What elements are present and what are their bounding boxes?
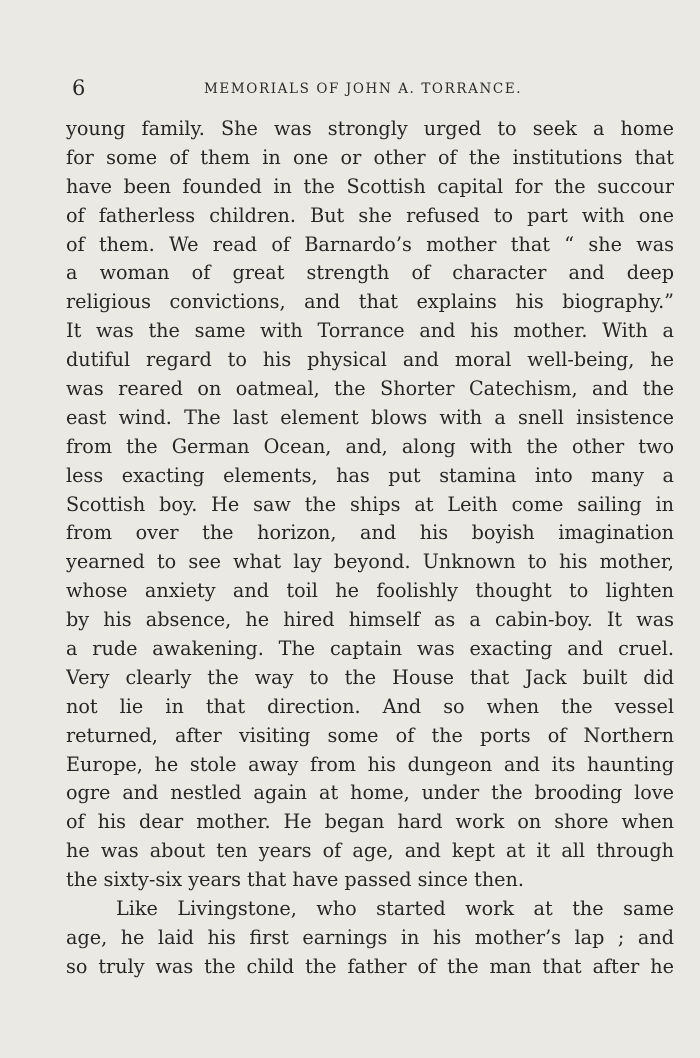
text-line: from over the horizon, and his boyish imagination <box>66 521 674 545</box>
text-line: yearned to see what lay beyond. Unknown to his mother, <box>66 550 674 574</box>
text-line: have been founded in the Scottish capital for the succour <box>66 174 674 198</box>
page-header <box>72 76 672 102</box>
paragraph-start-line: Like Livingstone, who started work at the same <box>116 897 674 921</box>
text-line: of fatherless children. But she refused to part with one <box>66 203 674 227</box>
text-line: ogre and nestled again at home, under the brooding love <box>66 781 674 805</box>
paragraph-end-line: the sixty-six years that have passed since then. <box>66 868 524 892</box>
text-line: a woman of great strength of character and deep <box>66 261 674 285</box>
text-line: he was about ten years of age, and kept at it all through <box>66 839 674 863</box>
text-line: Scottish boy. He saw the ships at Leith come sailing in <box>66 492 674 516</box>
text-line: age, he laid his first earnings in his mother’s lap ; and <box>66 925 674 949</box>
body-text <box>66 115 674 982</box>
text-line: religious convictions, and that explains his biography.” <box>66 290 674 314</box>
text-line: Europe, he stole away from his dungeon and its haunting <box>66 752 674 776</box>
text-line: for some of them in one or other of the institutions that <box>66 145 674 169</box>
text-line: was reared on oatmeal, the Shorter Catechism, and the <box>66 377 674 401</box>
text-line: It was the same with Torrance and his mother. With a <box>66 319 674 343</box>
page-number: 6 <box>72 76 86 100</box>
text-line: by his absence, he hired himself as a cabin-boy. It was <box>66 608 674 632</box>
text-line: returned, after visiting some of the ports of Northern <box>66 723 674 747</box>
text-line: dutiful regard to his physical and moral well-being, he <box>66 348 674 372</box>
text-line: from the German Ocean, and, along with the other two <box>66 434 674 458</box>
text-line: less exacting elements, has put stamina into many a <box>66 463 674 487</box>
text-line: east wind. The last element blows with a snell insistence <box>66 405 674 429</box>
text-line: whose anxiety and toil he foolishly thought to lighten <box>66 579 674 603</box>
text-line: a rude awakening. The captain was exacting and cruel. <box>66 637 674 661</box>
text-line: of his dear mother. He began hard work on shore when <box>66 810 674 834</box>
text-line: young family. She was strongly urged to seek a home <box>66 117 674 140</box>
text-line: not lie in that direction. And so when the vessel <box>66 694 674 718</box>
text-line: Very clearly the way to the House that Jack built did <box>66 665 674 689</box>
text-line: of them. We read of Barnardo’s mother that “ she was <box>66 232 674 256</box>
running-head: MEMORIALS OF JOHN A. TORRANCE. <box>204 81 523 97</box>
text-line: so truly was the child the father of the man that after he <box>66 954 674 978</box>
